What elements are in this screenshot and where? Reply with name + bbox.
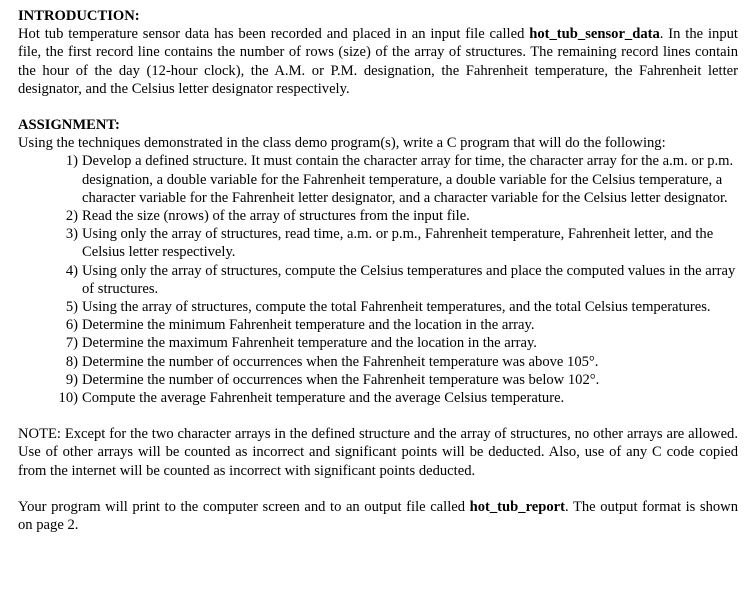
task-item: [18, 262, 738, 298]
section-spacer: [18, 407, 738, 425]
task-number: 3): [65, 226, 78, 243]
document-page: [18, 7, 738, 534]
task-item: [18, 225, 738, 261]
task-text: Determine the number of occurrences when the Fahrenheit temperature was below 102°.: [82, 371, 600, 388]
output-paragraph: [18, 498, 738, 534]
introduction-text-1: Hot tub temperature sensor data has been recorded and placed in an input file called: [18, 26, 530, 43]
task-item: [18, 316, 738, 334]
task-text: Read the size (nrows) of the array of structures from the input file.: [82, 208, 470, 225]
input-filename: hot_tub_sensor_data: [529, 26, 660, 43]
task-number: 8): [65, 353, 78, 370]
task-item: [18, 152, 738, 207]
task-number: 1): [65, 153, 78, 170]
task-text: Compute the average Fahrenheit temperature and the average Celsius temperature.: [82, 390, 565, 407]
section-spacer: [18, 480, 738, 498]
task-item: [18, 298, 738, 316]
output-filename: hot_tub_report: [469, 498, 566, 515]
introduction-paragraph: [18, 25, 738, 98]
assignment-heading: ASSIGNMENT:: [18, 117, 120, 134]
task-item: [18, 207, 738, 225]
task-item: [18, 334, 738, 352]
task-text: Using only the array of structures, compute the Celsius temperatures and place the computed values in the array of structures.: [82, 262, 736, 297]
task-number: 5): [65, 299, 78, 316]
task-number: 10): [58, 390, 78, 407]
note-paragraph: NOTE: Except for the two character arrays in the defined structure and the array of structures, no other arrays are allowed. Use of other arrays will be counted as incorrect and significant points will be deducted. Also, use of any C code copied from the internet will be counted as incorrect with significant points deducted.: [18, 426, 738, 479]
task-text: Using only the array of structures, read time, a.m. or p.m., Fahrenheit temperature, Fahrenheit letter, and the Celsius letter respectively.: [82, 226, 714, 261]
task-number: 2): [65, 208, 78, 225]
task-text: Determine the maximum Fahrenheit temperature and the location in the array.: [82, 335, 537, 352]
task-number: 9): [65, 371, 78, 388]
task-number: 6): [65, 317, 78, 334]
task-text: Using the array of structures, compute the total Fahrenheit temperatures, and the total Celsius temperatures.: [82, 299, 711, 316]
assignment-intro: Using the techniques demonstrated in the class demo program(s), write a C program that will do the following:: [18, 135, 666, 152]
section-spacer: [18, 98, 738, 116]
task-item: [18, 353, 738, 371]
task-item: [18, 371, 738, 389]
task-item: [18, 389, 738, 407]
task-text: Determine the minimum Fahrenheit temperature and the location in the array.: [82, 317, 535, 334]
output-text-1: Your program will print to the computer screen and to an output file called: [18, 498, 470, 515]
introduction-text-2: . In the input file, the first record line contains the number of rows (size) of the array of structures. The remaining record lines contain the hour of the day (12-hour clock), the A.M. or P.M. designation, the Fahrenheit temperature, the Fahrenheit letter designator, and the Celsius letter designator respectively.: [18, 26, 738, 97]
task-number: 7): [65, 335, 78, 352]
introduction-heading: INTRODUCTION:: [18, 8, 140, 24]
task-list: [18, 152, 738, 407]
task-text: Determine the number of occurrences when the Fahrenheit temperature was above 105°.: [82, 353, 599, 370]
output-text-2: . The output format is shown on page 2.: [18, 498, 738, 534]
task-number: 4): [65, 262, 78, 279]
task-text: Develop a defined structure. It must contain the character array for time, the character array for the a.m. or p.m. designation, a double variable for the Fahrenheit temperature, a double variable for the Celsius temperature, a character variable for the Fahrenheit letter designator, and a character variable for the Celsius letter designator.: [82, 153, 734, 206]
